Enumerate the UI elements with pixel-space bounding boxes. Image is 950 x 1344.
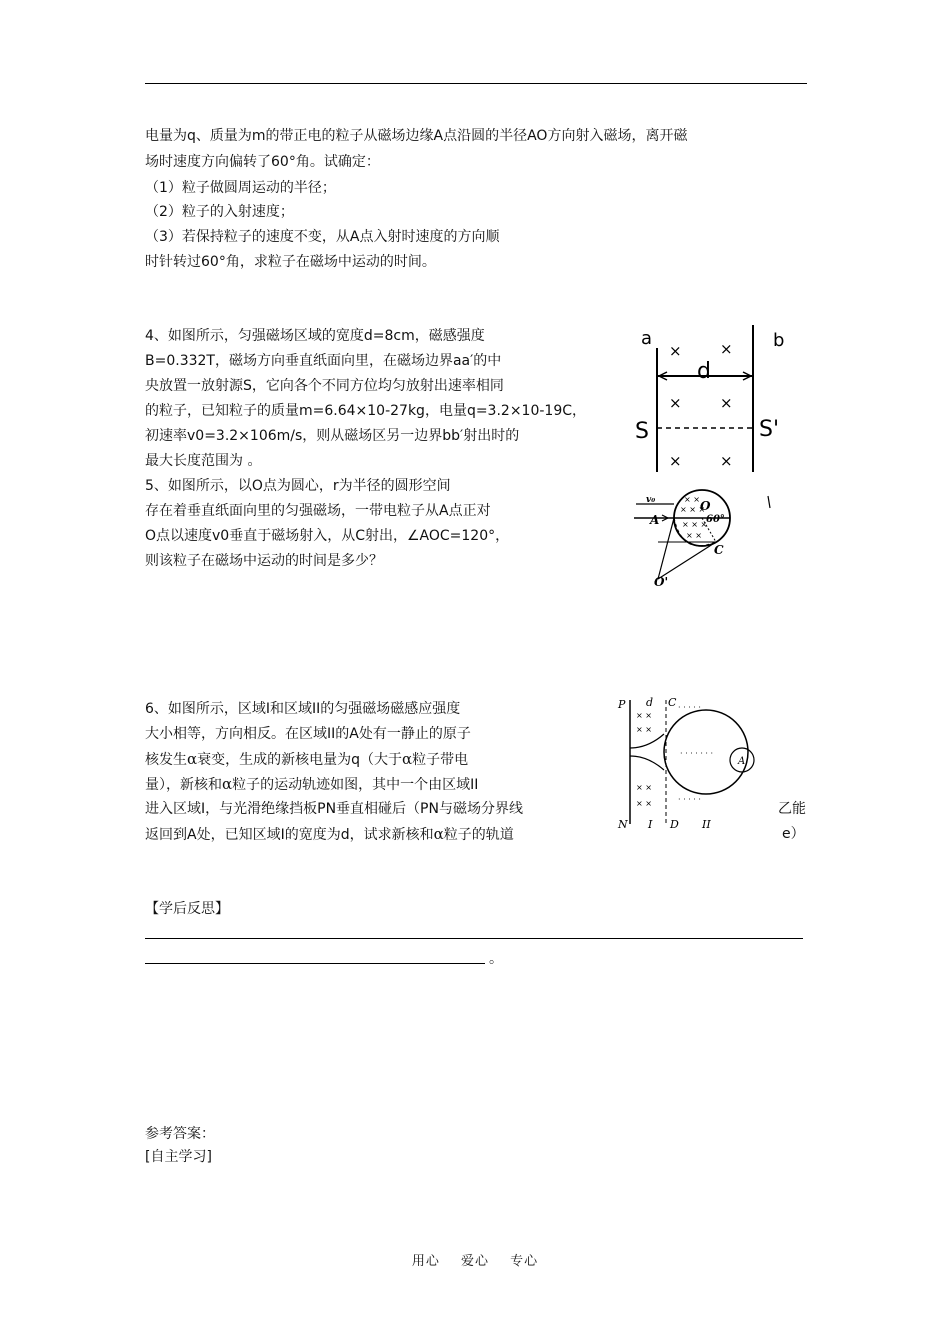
problem4-figure <box>625 320 795 480</box>
intro-line-1: 电量为q、质量为m的带正电的粒子从磁场边缘A点沿圆的半径AO方向射入磁场，离开磁 <box>145 128 688 144</box>
reflection-blank-line-1 <box>145 938 803 939</box>
problem6-line-2: 大小相等，方向相反。在区域II的A处有一静止的原子 <box>145 726 471 742</box>
label-s: S <box>635 419 649 444</box>
field-cross: × <box>720 340 733 358</box>
label-A: A <box>650 513 660 527</box>
problem4-line-1: 4、如图所示，匀强磁场区域的宽度d=8cm，磁感强度 <box>145 328 485 344</box>
problem4-line-5: 初速率v0=3.2×106m/s，则从磁场区另一边界bb′射出时的 <box>145 428 520 444</box>
alpha-symbol: α <box>187 750 198 768</box>
problem6-line-1: 6、如图所示，区域I和区域II的匀强磁场磁感应强度 <box>145 701 461 717</box>
reflection-end: 。 <box>489 951 503 967</box>
question-3-line-2: 时针转过60°角，求粒子在磁场中运动的时间。 <box>145 254 436 270</box>
field-cross: × <box>669 452 682 470</box>
problem6-line-5: 进入区域I，与光滑绝缘挡板PN垂直相碰后（PN与磁场分界线 <box>145 801 523 817</box>
field-cross: × <box>720 452 733 470</box>
alpha-symbol: α <box>222 775 233 793</box>
label-s-prime: S' <box>759 417 780 442</box>
problem4-line-3: 央放置一放射源S，它向各个不同方位均匀放射出速率相同 <box>145 378 504 394</box>
label-O: O <box>700 499 711 513</box>
label-II: II <box>702 818 711 831</box>
problem5-figure <box>628 482 778 590</box>
question-1: （1）粒子做圆周运动的半径； <box>145 180 336 196</box>
alpha-symbol: α <box>402 750 413 768</box>
problem6-line-6: 返回到A处，已知区域I的宽度为d，试求新核和α粒子的轨道 <box>145 825 514 843</box>
label-P: P <box>618 698 626 711</box>
problem4-line-6: 最大长度范围为 。 <box>145 453 262 469</box>
svg-text:× ×: × × <box>636 711 652 720</box>
label-angle: 60° <box>706 514 725 525</box>
question-3-line-1: （3）若保持粒子的速度不变，从A点入射时速度的方向顺 <box>145 229 500 245</box>
problem5-line-2: 存在着垂直纸面向里的匀强磁场，一带电粒子从A点正对 <box>145 503 491 519</box>
problem4-line-4: 的粒子，已知粒子的质量m=6.64×10-27kg，电量q=3.2×10-19C， <box>145 403 587 419</box>
label-C: C <box>668 696 677 709</box>
problem5-line-4: 则该粒子在磁场中运动的时间是多少？ <box>145 553 383 569</box>
problem5-line-1: 5、如图所示，以O点为圆心，r为半径的圆形空间 <box>145 478 451 494</box>
label-C: C <box>714 543 724 557</box>
alpha-symbol: α <box>433 825 444 843</box>
problem6-line-5-end: 乙能 <box>778 801 806 817</box>
label-N: N <box>618 818 628 831</box>
intro-line-2: 场时速度方向偏转了60°角。试确定： <box>145 154 380 170</box>
label-a: a <box>641 328 653 349</box>
field-cross: × <box>669 394 682 412</box>
answers-title: 参考答案： <box>145 1126 215 1142</box>
label-D: D <box>670 818 679 831</box>
label-O-prime: O' <box>654 575 669 589</box>
svg-text:× × ×: × × × <box>680 505 706 514</box>
footer-item: 爱心 <box>460 1254 489 1269</box>
footer-item: 用心 <box>411 1254 440 1269</box>
page-footer <box>0 1250 950 1269</box>
svg-text:× ×: × × <box>636 799 652 808</box>
header-rule <box>145 83 807 84</box>
field-cross: × <box>669 342 682 360</box>
svg-text:× ×: × × <box>686 531 702 540</box>
svg-text:· · · · · · ·: · · · · · · · <box>680 749 714 758</box>
problem6-line-4: 量），新核和α粒子的运动轨迹如图，其中一个由区域II <box>145 775 479 793</box>
svg-text:× ×: × × <box>636 725 652 734</box>
problem5-line-3: O点以速度v0垂直于磁场射入，从C射出，∠AOC=120°， <box>145 528 510 544</box>
label-b: b <box>773 330 785 351</box>
problem4-line-2: B=0.332T，磁场方向垂直纸面向里，在磁场边界aa′的中 <box>145 353 502 369</box>
svg-text:× ×: × × <box>684 495 700 504</box>
label-I: I <box>648 818 653 831</box>
label-A: A <box>738 756 746 767</box>
footer-item: 专心 <box>510 1254 539 1269</box>
label-d: d <box>697 359 711 384</box>
reflection-blank-line-2 <box>145 963 485 964</box>
svg-text:· · · · ·: · · · · · <box>678 703 701 712</box>
problem6-line-3: 核发生α衰变，生成的新核电量为q（大于α粒子带电 <box>145 750 469 768</box>
question-2: （2）粒子的入射速度； <box>145 204 294 220</box>
reflection-title: 【学后反思】 <box>145 901 229 917</box>
problem6-line-6-end: e） <box>782 826 805 842</box>
label-v0: v₀ <box>646 495 656 505</box>
label-d: d <box>646 696 654 709</box>
answers-section: [自主学习] <box>145 1149 212 1165</box>
field-cross: × <box>720 394 733 412</box>
stray-mark <box>768 496 770 508</box>
svg-text:· · · · ·: · · · · · <box>678 795 701 804</box>
svg-text:× ×: × × <box>636 783 652 792</box>
svg-text:× × ×: × × × <box>682 520 708 529</box>
